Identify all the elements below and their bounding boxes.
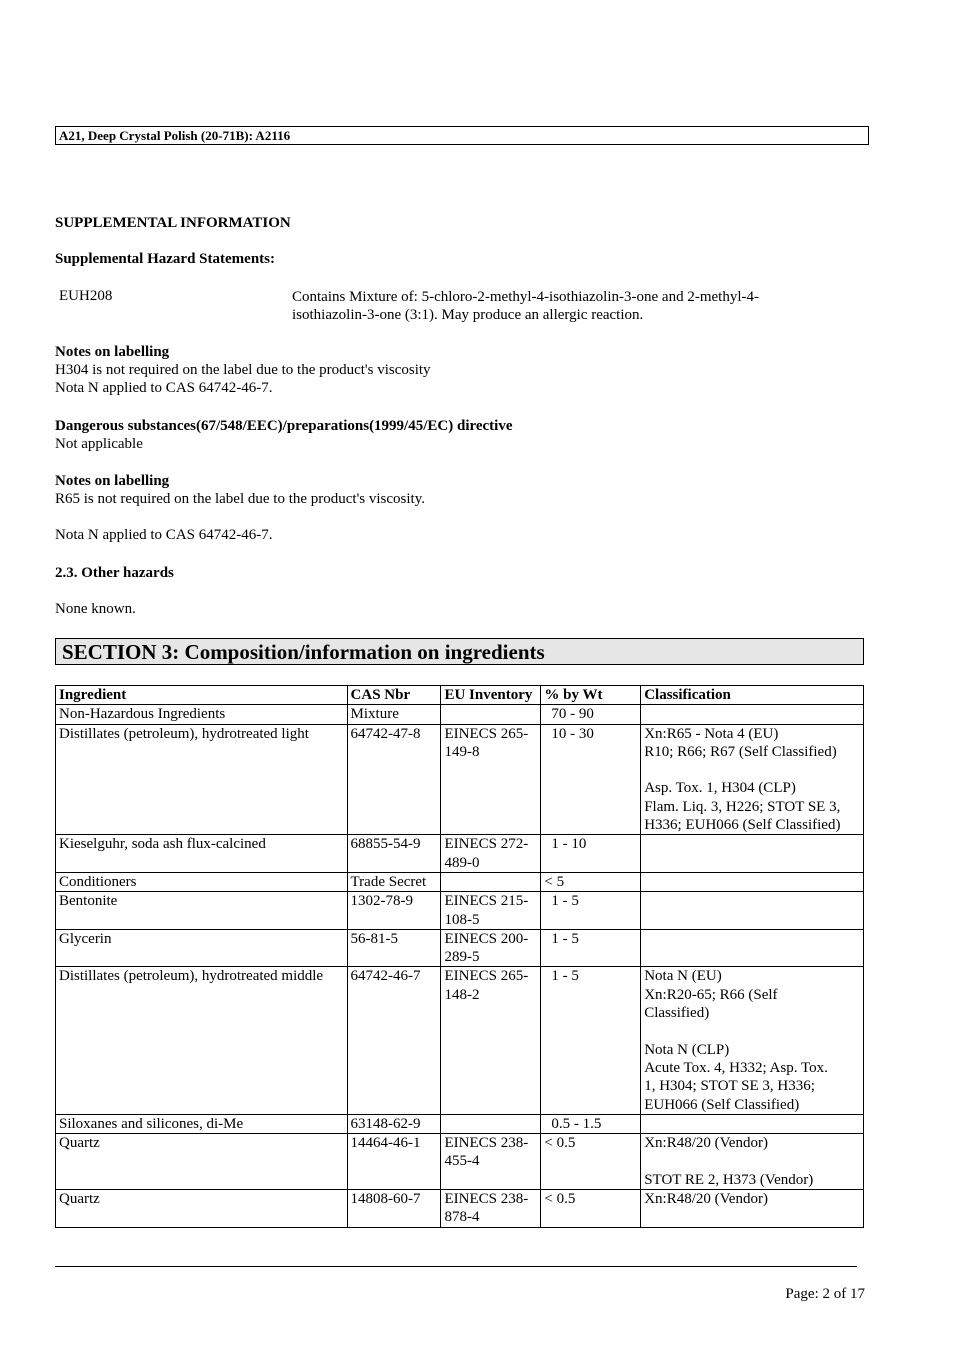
hazard-statements-heading: Supplemental Hazard Statements:: [55, 251, 275, 267]
ingredient-cell: Non-Hazardous Ingredients: [56, 705, 348, 724]
ingredient-cell: Quartz: [56, 1190, 348, 1228]
eu-inventory-cell: [441, 872, 541, 891]
eu-inventory-cell: [441, 705, 541, 724]
cas-cell: Mixture: [347, 705, 441, 724]
classification-cell: Xn:R48/20 (Vendor) STOT RE 2, H373 (Vendor): [641, 1134, 864, 1190]
wt-cell: < 5: [541, 872, 641, 891]
col-cas: CAS Nbr: [347, 686, 441, 705]
euh-text-line-2: isothiazolin-3-one (3:1). May produce an allergic reaction.: [292, 307, 644, 323]
section-3-title: SECTION 3: Composition/information on ingredients: [55, 638, 864, 665]
wt-cell: 70 - 90: [541, 705, 641, 724]
col-ingredient: Ingredient: [56, 686, 348, 705]
wt-cell: 1 - 10: [541, 835, 641, 873]
table-row: [56, 872, 864, 891]
table-row: [56, 929, 864, 967]
document-header: A21, Deep Crystal Polish (20-71B): A2116: [55, 126, 869, 145]
other-hazards-text: None known.: [55, 601, 136, 617]
classification-cell: [641, 705, 864, 724]
ingredient-cell: Bentonite: [56, 892, 348, 930]
wt-cell: 0.5 - 1.5: [541, 1114, 641, 1133]
cas-cell: 63148-62-9: [347, 1114, 441, 1133]
classification-cell: Xn:R65 - Nota 4 (EU) R10; R66; R67 (Self Classified) Asp. Tox. 1, H304 (CLP) Flam. Liq. 3, H226; STOT SE 3, H336; EUH066 (Self Classified): [641, 724, 864, 835]
dangerous-substances-text: Not applicable: [55, 436, 143, 452]
col-wt: % by Wt: [541, 686, 641, 705]
cas-cell: 14808-60-7: [347, 1190, 441, 1228]
classification-cell: [641, 872, 864, 891]
wt-cell: < 0.5: [541, 1134, 641, 1190]
cas-cell: 1302-78-9: [347, 892, 441, 930]
cas-cell: 68855-54-9: [347, 835, 441, 873]
eu-inventory-cell: EINECS 200- 289-5: [441, 929, 541, 967]
euh-code: EUH208: [59, 288, 113, 304]
eu-inventory-cell: [441, 1114, 541, 1133]
table-header-row: [56, 686, 864, 705]
dangerous-substances-heading: Dangerous substances(67/548/EEC)/preparations(1999/45/EC) directive: [55, 418, 513, 434]
eu-inventory-cell: EINECS 238- 455-4: [441, 1134, 541, 1190]
classification-cell: [641, 1114, 864, 1133]
eu-inventory-cell: EINECS 265- 148-2: [441, 967, 541, 1114]
eu-inventory-cell: EINECS 238- 878-4: [441, 1190, 541, 1228]
dangerous-substances: [55, 417, 513, 453]
col-eu-inventory: EU Inventory: [441, 686, 541, 705]
ingredient-cell: Conditioners: [56, 872, 348, 891]
ingredient-cell: Siloxanes and silicones, di-Me: [56, 1114, 348, 1133]
footer-rule: [55, 1266, 857, 1267]
notes-labelling-1-line-1: H304 is not required on the label due to the product's viscosity: [55, 362, 431, 378]
ingredient-cell: Kieselguhr, soda ash flux-calcined: [56, 835, 348, 873]
ingredient-cell: Quartz: [56, 1134, 348, 1190]
ingredient-cell: Distillates (petroleum), hydrotreated light: [56, 724, 348, 835]
notes-labelling-1-line-2: Nota N applied to CAS 64742-46-7.: [55, 380, 273, 396]
ingredient-cell: Glycerin: [56, 929, 348, 967]
table-row: [56, 892, 864, 930]
classification-cell: [641, 835, 864, 873]
euh-text: [292, 288, 759, 324]
notes-labelling-2-heading: Notes on labelling: [55, 473, 170, 489]
notes-labelling-1: [55, 343, 431, 397]
wt-cell: 1 - 5: [541, 967, 641, 1114]
other-hazards-heading: 2.3. Other hazards: [55, 565, 174, 581]
wt-cell: 1 - 5: [541, 892, 641, 930]
table-row: [56, 724, 864, 835]
classification-cell: Xn:R48/20 (Vendor): [641, 1190, 864, 1228]
eu-inventory-cell: EINECS 215- 108-5: [441, 892, 541, 930]
wt-cell: < 0.5: [541, 1190, 641, 1228]
classification-cell: [641, 929, 864, 967]
table-row: [56, 835, 864, 873]
table-row: [56, 1190, 864, 1228]
ingredient-cell: Distillates (petroleum), hydrotreated middle: [56, 967, 348, 1114]
supplemental-heading: SUPPLEMENTAL INFORMATION: [55, 215, 291, 231]
notes-labelling-1-heading: Notes on labelling: [55, 344, 170, 360]
cas-cell: 64742-46-7: [347, 967, 441, 1114]
classification-cell: [641, 892, 864, 930]
notes-labelling-2-line-2: Nota N applied to CAS 64742-46-7.: [55, 527, 273, 543]
col-classification: Classification: [641, 686, 864, 705]
table-row: [56, 1134, 864, 1190]
notes-labelling-2-line-1: R65 is not required on the label due to the product's viscosity.: [55, 491, 425, 507]
cas-cell: Trade Secret: [347, 872, 441, 891]
wt-cell: 1 - 5: [541, 929, 641, 967]
notes-labelling-2: [55, 472, 425, 508]
table-row: [56, 705, 864, 724]
table-row: [56, 967, 864, 1114]
ingredients-table: [55, 685, 864, 1228]
classification-cell: Nota N (EU) Xn:R20-65; R66 (Self Classified) Nota N (CLP) Acute Tox. 4, H332; Asp. Tox. 1, H304; STOT SE 3, H336; EUH066 (Self Classified): [641, 967, 864, 1114]
page-number: Page: 2 of 17: [785, 1286, 865, 1302]
euh-text-line-1: Contains Mixture of: 5-chloro-2-methyl-4-isothiazolin-3-one and 2-methyl-4-: [292, 289, 759, 305]
table-row: [56, 1114, 864, 1133]
eu-inventory-cell: EINECS 265- 149-8: [441, 724, 541, 835]
cas-cell: 14464-46-1: [347, 1134, 441, 1190]
cas-cell: 64742-47-8: [347, 724, 441, 835]
cas-cell: 56-81-5: [347, 929, 441, 967]
eu-inventory-cell: EINECS 272- 489-0: [441, 835, 541, 873]
wt-cell: 10 - 30: [541, 724, 641, 835]
